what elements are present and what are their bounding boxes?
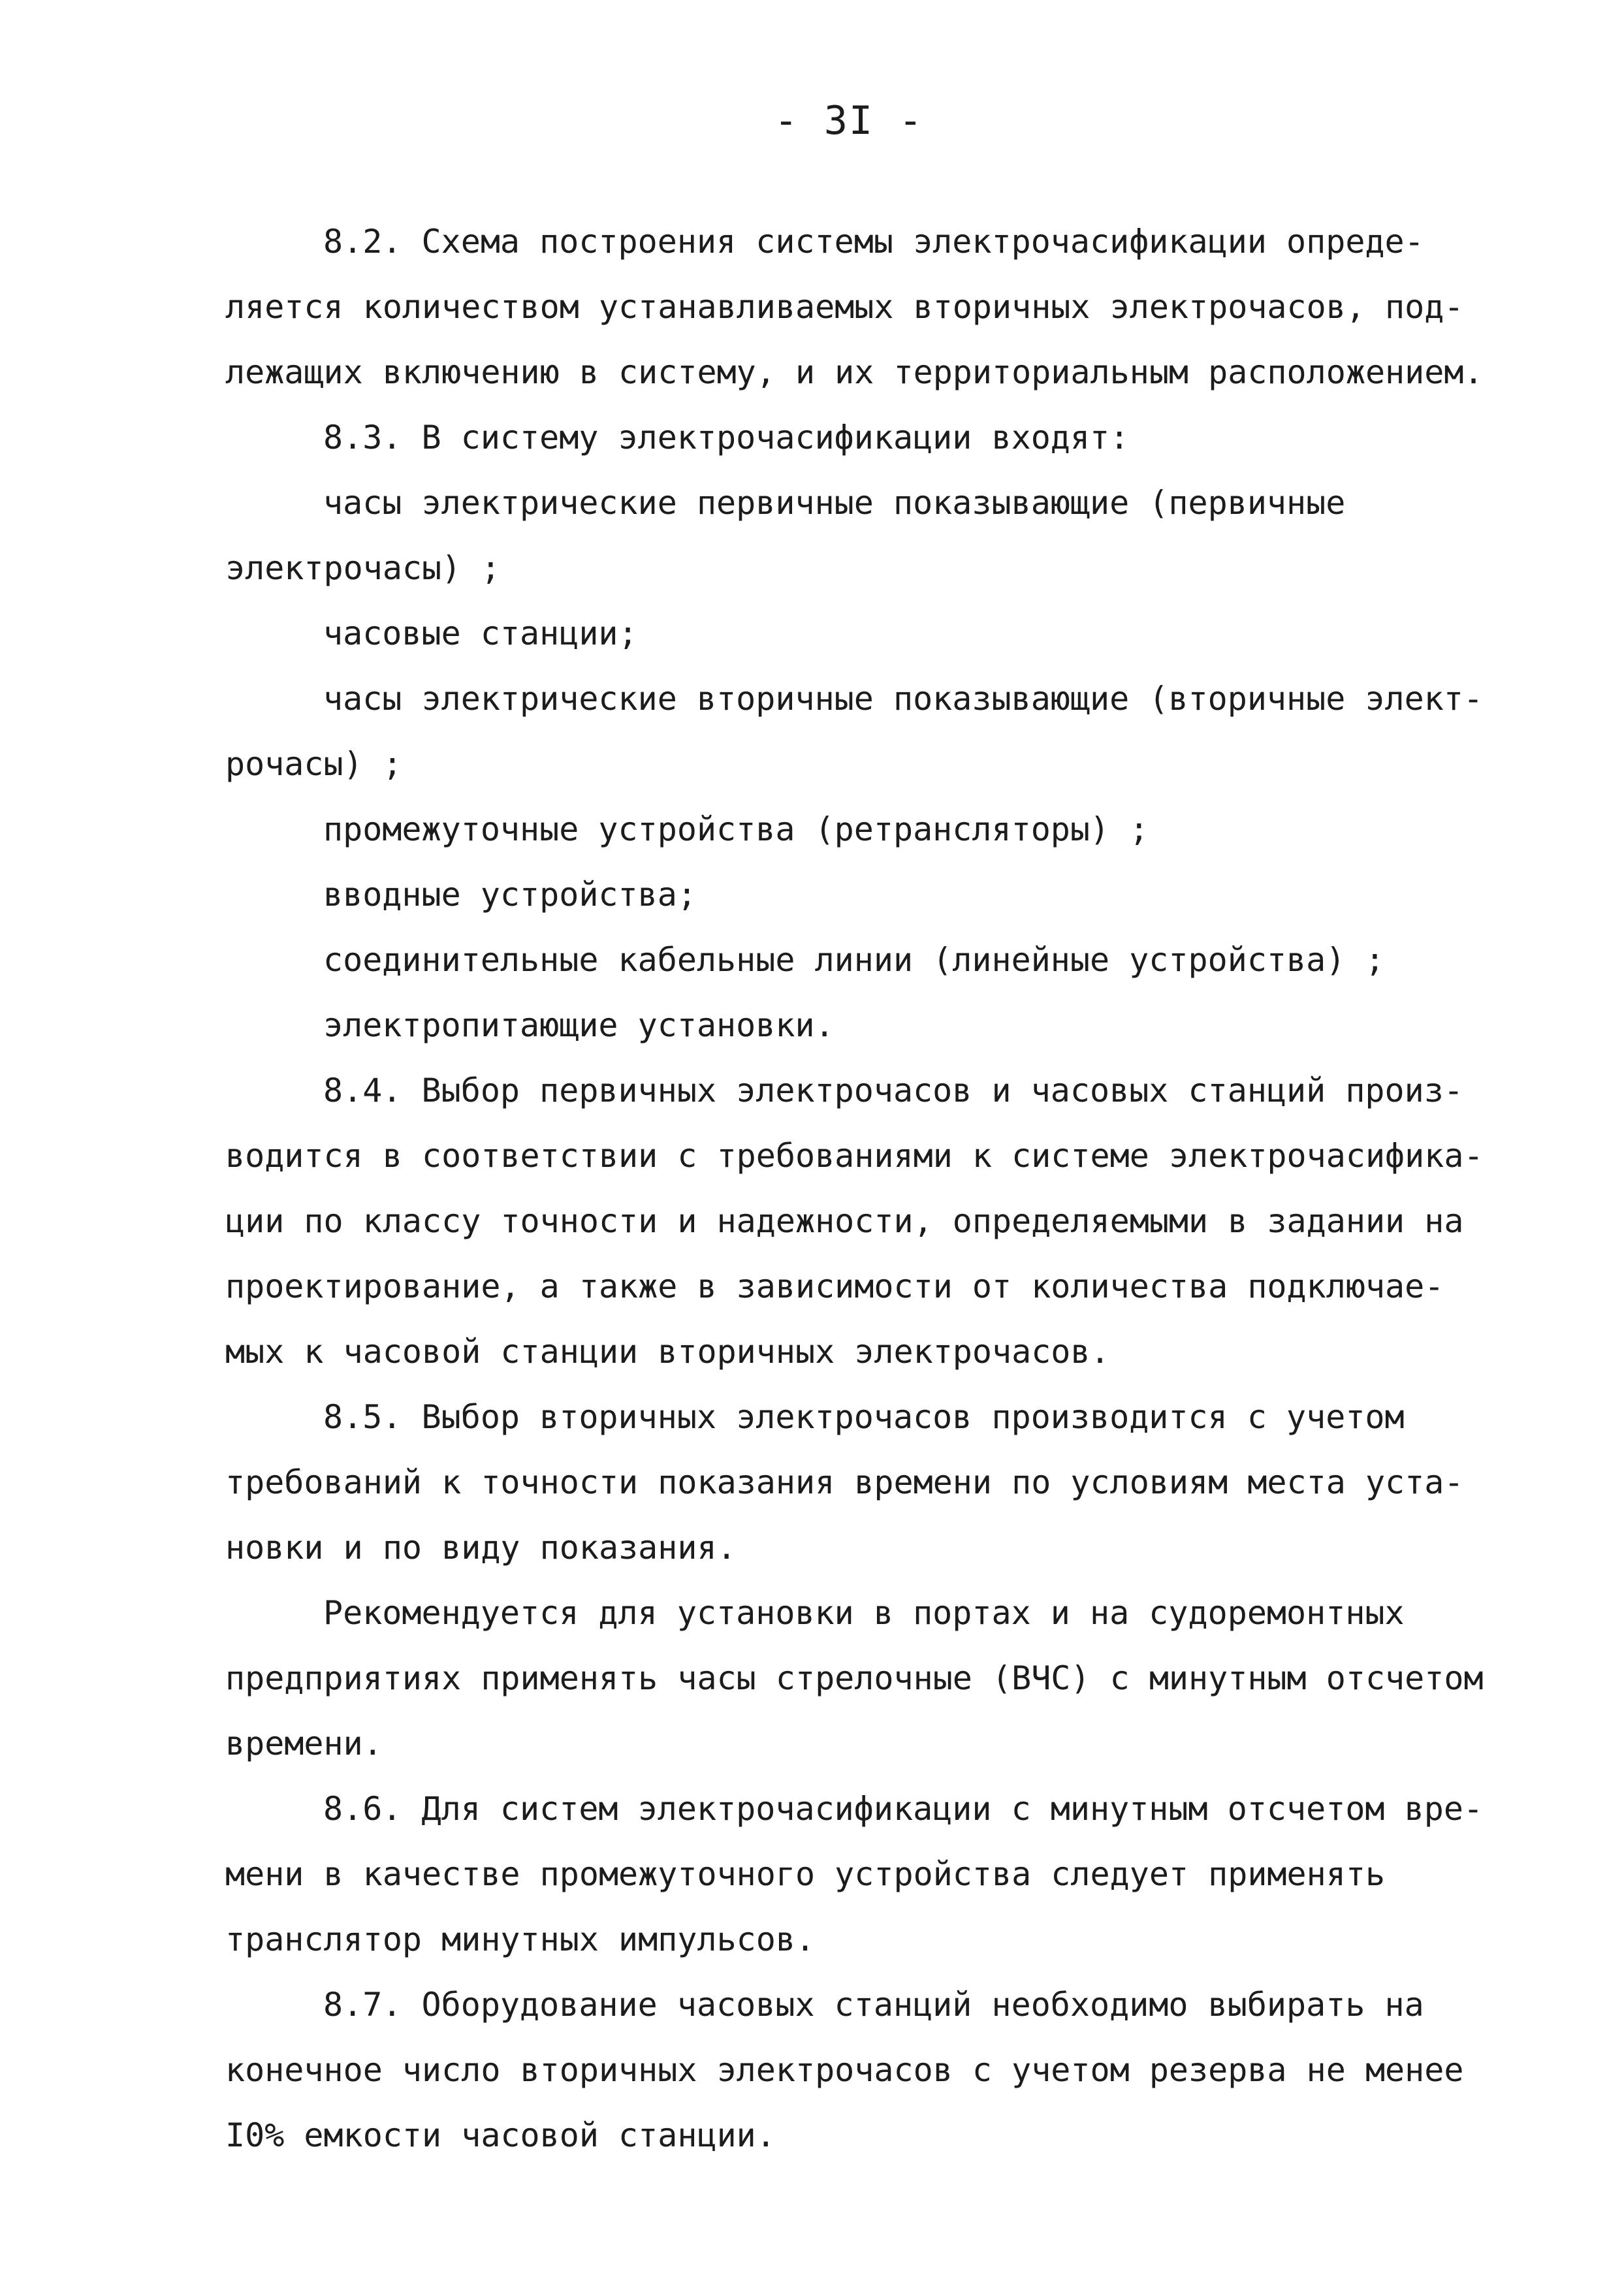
text-line: Рекомендуется для установки в портах и на судоремонтных [323,1594,1405,1632]
text-line: 8.4. Выбор первичных электрочасов и часовых станций произ- [323,1072,1463,1109]
text-line: предприятиях применять часы стрелочные (ВЧС) с минутным отсчетом [225,1659,1484,1697]
text-line: вводные устройства; [323,876,697,914]
text-line: конечное число вторичных электрочасов с учетом резерва не менее [225,2051,1464,2089]
text-line: мени в качестве промежуточного устройства следует применять [225,1855,1386,1893]
text-line: рочасы) ; [225,745,402,783]
text-line: 8.7. Оборудование часовых станций необходимо выбирать на [323,1986,1424,2024]
text-line: времени. [225,1725,383,1762]
text-line: часы электрические вторичные показывающие (вторичные элект- [323,680,1484,718]
text-line: лежащих включению в систему, и их территориальным расположением. [225,353,1484,391]
text-line: промежуточные устройства (ретрансляторы) ; [323,810,1149,848]
page-number: - 3I - [774,98,924,144]
text-line: 8.6. Для систем электрочасификации с минутным отсчетом вре- [323,1790,1484,1828]
text-line: 8.5. Выбор вторичных электрочасов производится с учетом [323,1398,1405,1436]
text-line: ции по классу точности и надежности, определяемыми в задании на [225,1202,1464,1240]
text-line: транслятор минутных импульсов. [225,1920,816,1958]
document-body [225,209,1505,2168]
text-line: проектирование, а также в зависимости от количества подключае- [225,1267,1444,1305]
text-line: часовые станции; [323,614,638,652]
text-line: 8.3. В систему электрочасификации входят: [323,419,1130,456]
text-line: часы электрические первичные показывающие (первичные [323,484,1346,522]
text-line: электрочасы) ; [225,549,501,587]
text-line: мых к часовой станции вторичных электрочасов. [225,1333,1110,1371]
text-line: 8.2. Схема построения системы электрочасификации опреде- [323,223,1424,261]
text-line: соединительные кабельные линии (линейные устройства) ; [323,941,1385,979]
text-line: ляется количеством устанавливаемых вторичных электрочасов, под- [225,288,1464,326]
text-line: требований к точности показания времени по условиям места уста- [225,1463,1464,1501]
text-line: I0% емкости часовой станции. [225,2116,776,2154]
text-line: новки и по виду показания. [225,1529,737,1567]
text-line: электропитающие установки. [323,1006,835,1044]
text-line: водится в соответствии с требованиями к системе электрочасифика- [225,1137,1484,1175]
